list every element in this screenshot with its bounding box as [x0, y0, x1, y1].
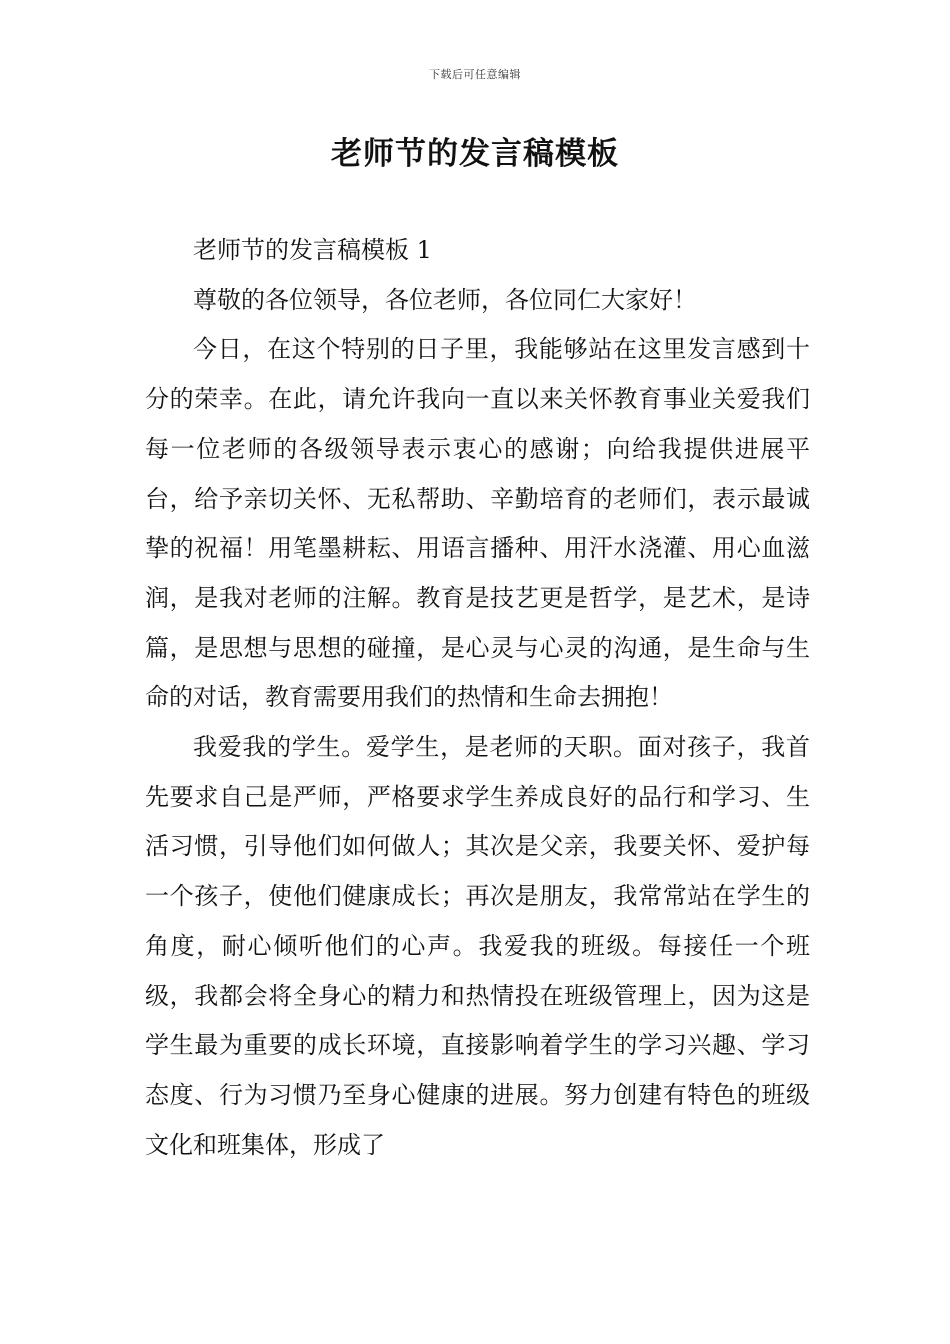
document-title: 老师节的发言稿模板 — [331, 136, 619, 172]
section-heading: 老师节的发言稿模板 1 — [193, 236, 432, 264]
paragraph-greeting: 尊敬的各位领导，各位老师，各位同仁大家好！ — [193, 285, 697, 314]
paragraph-opening: 今日，在这个特别的日子里，我能够站在这里发言感到十分的荣幸。在此，请允许我向一直以来关怀教育事业关爱我们每一位老师的各级领导表示衷心的感谢；向给我提供进展平台，给予亲切关怀、无私帮助、辛勤培育的老师们，表示最诚挚的祝福！用笔墨耕耘、用语言播种、用汗水浇灌、用心血滋润，是我对老师的注解。教育是技艺更是哲学，是艺术，是诗篇，是思想与思想的碰撞，是心灵与心灵的沟通，是生命与生命的对话，教育需要用我们的热情和生命去拥抱！ — [145, 335, 810, 712]
document-body — [145, 226, 810, 1170]
header-note: 下载后可任意编辑 — [429, 68, 521, 81]
paragraph-students: 我爱我的学生。爱学生，是老师的天职。面对孩子，我首先要求自己是严师，严格要求学生养成良好的品行和学习、生活习惯，引导他们如何做人；其次是父亲，我要关怀、爱护每一个孩子，使他们健康成长；再次是朋友，我常常站在学生的角度，耐心倾听他们的心声。我爱我的班级。每接任一个班级，我都会将全身心的精力和热情投在班级管理上，因为这是学生最为重要的成长环境，直接影响着学生的学习兴趣、学习态度、行为习惯乃至身心健康的进展。努力创建有特色的班级文化和班集体，形成了 — [145, 733, 810, 1159]
